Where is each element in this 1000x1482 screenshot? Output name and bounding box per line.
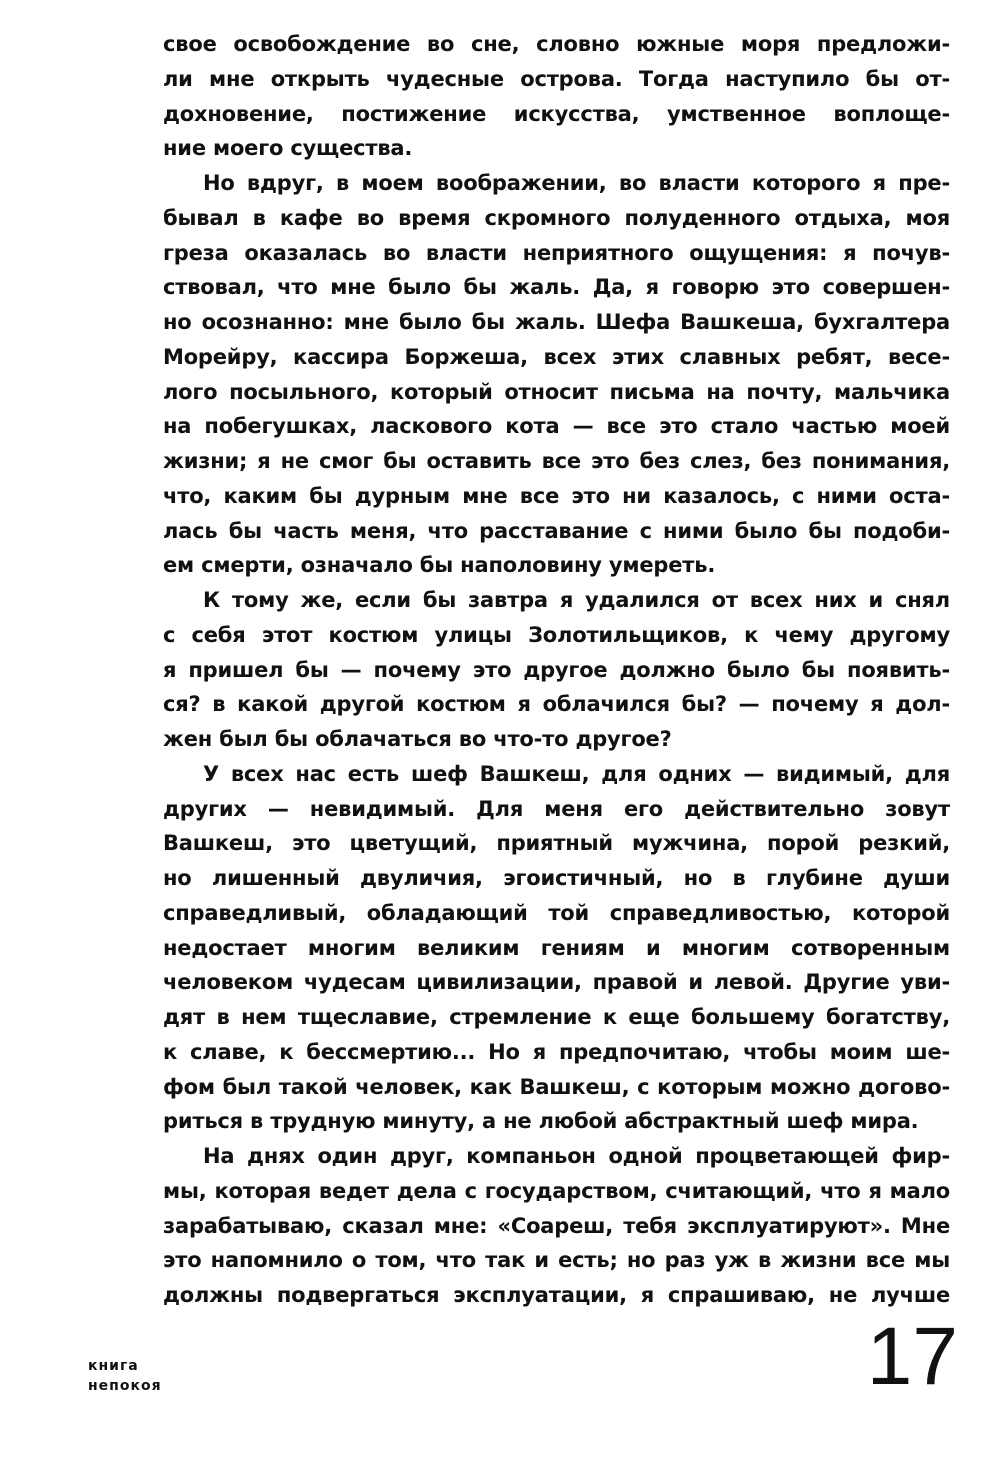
text-line: ся? в какой другой костюм я облачился бы? — почему я дол- (163, 692, 950, 717)
text-line: Морейру, кассира Боржеша, всех этих славных ребят, весе- (163, 344, 950, 369)
text-line: это напомнило о том, что так и есть; но раз уж в жизни все мы (163, 1248, 950, 1273)
book-title-line-2: непокоя (88, 1378, 162, 1394)
text-line: К тому же, если бы завтра я удалился от всех них и снял (203, 588, 950, 612)
text-line: ствовал, что мне было бы жаль. Да, я говорю это совершен- (163, 275, 950, 300)
text-line: мы, которая ведет дела с государством, считающий, что я мало (163, 1178, 950, 1203)
text-line: фом был такой человек, как Вашкеш, с которым можно догово- (163, 1074, 950, 1099)
text-line: На днях один друг, компаньон одной процветающей фир- (203, 1144, 950, 1168)
text-line: Но вдруг, в моем воображении, во власти которого я пре- (203, 171, 950, 195)
text-line: человеком чудесам цивилизации, правой и левой. Другие уви- (163, 970, 950, 995)
text-line: но лишенный двуличия, эгоистичный, но в глубине души (163, 866, 950, 890)
text-line: к славе, к бессмертию... Но я предпочитаю, чтобы моим ше- (163, 1039, 950, 1064)
text-line: ние моего существа. (163, 136, 413, 161)
text-line: лась бы часть меня, что расставание с ними было бы подоби- (163, 518, 950, 543)
text-line: ем смерти, означало бы наполовину умереть. (163, 553, 716, 578)
text-line: других — невидимый. Для меня его действительно зовут (163, 796, 950, 821)
text-line: ли мне открыть чудесные острова. Тогда наступило бы от- (163, 66, 950, 91)
book-title (88, 1356, 162, 1396)
text-line: жизни; я не смог бы оставить все это без слез, без понимания, (163, 449, 950, 473)
book-title-line-1: книга (88, 1358, 139, 1374)
text-line: Вашкеш, это цветущий, приятный мужчина, порой резкий, (163, 831, 950, 856)
text-line: свое освобождение во сне, словно южные моря предложи- (163, 32, 950, 56)
text-line: зарабатываю, сказал мне: «Соареш, тебя эксплуатируют». Мне (163, 1213, 950, 1238)
text-line: недостает многим великим гениям и многим сотворенным (163, 935, 950, 960)
text-line: жен был бы облачаться во что-то другое? (163, 727, 672, 751)
text-line: справедливый, обладающий той справедливостью, которой (163, 900, 950, 925)
text-line: что, каким бы дурным мне все это ни казалось, с ними оста- (163, 483, 950, 508)
text-line: я пришел бы — почему это другое должно было бы появить- (163, 657, 950, 682)
text-line: дят в нем тщеславие, стремление к еще большему богатству, (163, 1005, 950, 1029)
text-line: на побегушках, ласкового кота — все это стало частью моей (163, 414, 950, 439)
text-line: греза оказалась во власти неприятного ощущения: я почув- (163, 240, 950, 265)
text-line: У всех нас есть шеф Вашкеш, для одних — видимый, для (203, 761, 950, 786)
text-line: должны подвергаться эксплуатации, я спрашиваю, не лучше (163, 1283, 950, 1307)
page-number: 17 (866, 1311, 958, 1402)
text-line: риться в трудную минуту, а не любой абстрактный шеф мира. (163, 1109, 919, 1134)
text-line: лого посыльного, который относит письма на почту, мальчика (163, 379, 950, 404)
text-line: с себя этот костюм улицы Золотильщиков, к чему другому (163, 622, 950, 647)
page-body-text (163, 27, 950, 1313)
text-line: но осознанно: мне было бы жаль. Шефа Вашкеша, бухгалтера (163, 310, 950, 334)
text-line: бывал в кафе во время скромного полуденного отдыха, моя (163, 205, 950, 230)
text-line: дохновение, постижение искусства, умственное воплоще- (163, 101, 950, 126)
